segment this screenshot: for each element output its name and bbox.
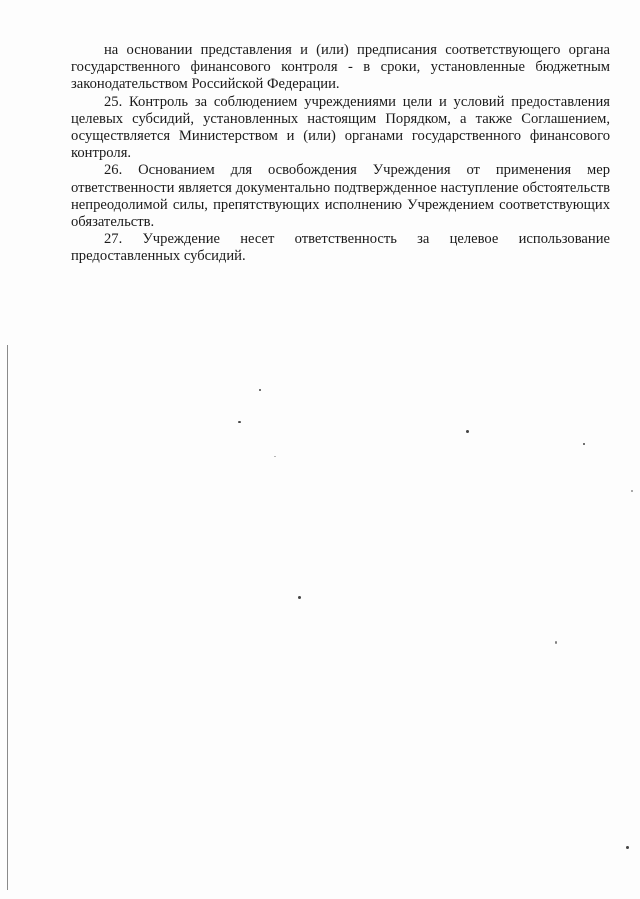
scan-speck [626,846,629,849]
scan-edge-line [7,345,8,890]
scan-speck [238,421,241,423]
paragraph-continuation: на основании представления и (или) предписания соответствующего органа государственного финансового контроля - в сроки, установленные бюджетным законодательством Российской Федерации. [71,42,610,93]
scan-speck [583,443,585,445]
paragraph-26: 26. Основанием для освобождения Учреждения от применения мер ответственности является документально подтвержденное наступление обстоятельств непреодолимой силы, препятствующих исполнению Учреждением соответствующих обязательств. [71,162,610,231]
document-body [71,42,610,266]
scan-speck [466,430,469,433]
scan-speck [555,641,557,644]
paragraph-25: 25. Контроль за соблюдением учреждениями цели и условий предоставления целевых субсидий, установленных настоящим Порядком, а также Соглашением, осуществляется Министерством и (или) органами государственного финансового контроля. [71,93,610,162]
scan-speck [274,456,276,457]
paragraph-27: 27. Учреждение несет ответственность за целевое использование предоставленных субсидий. [71,231,610,265]
scan-speck [259,389,261,391]
scan-speck [298,596,301,599]
scan-speck [631,490,633,492]
